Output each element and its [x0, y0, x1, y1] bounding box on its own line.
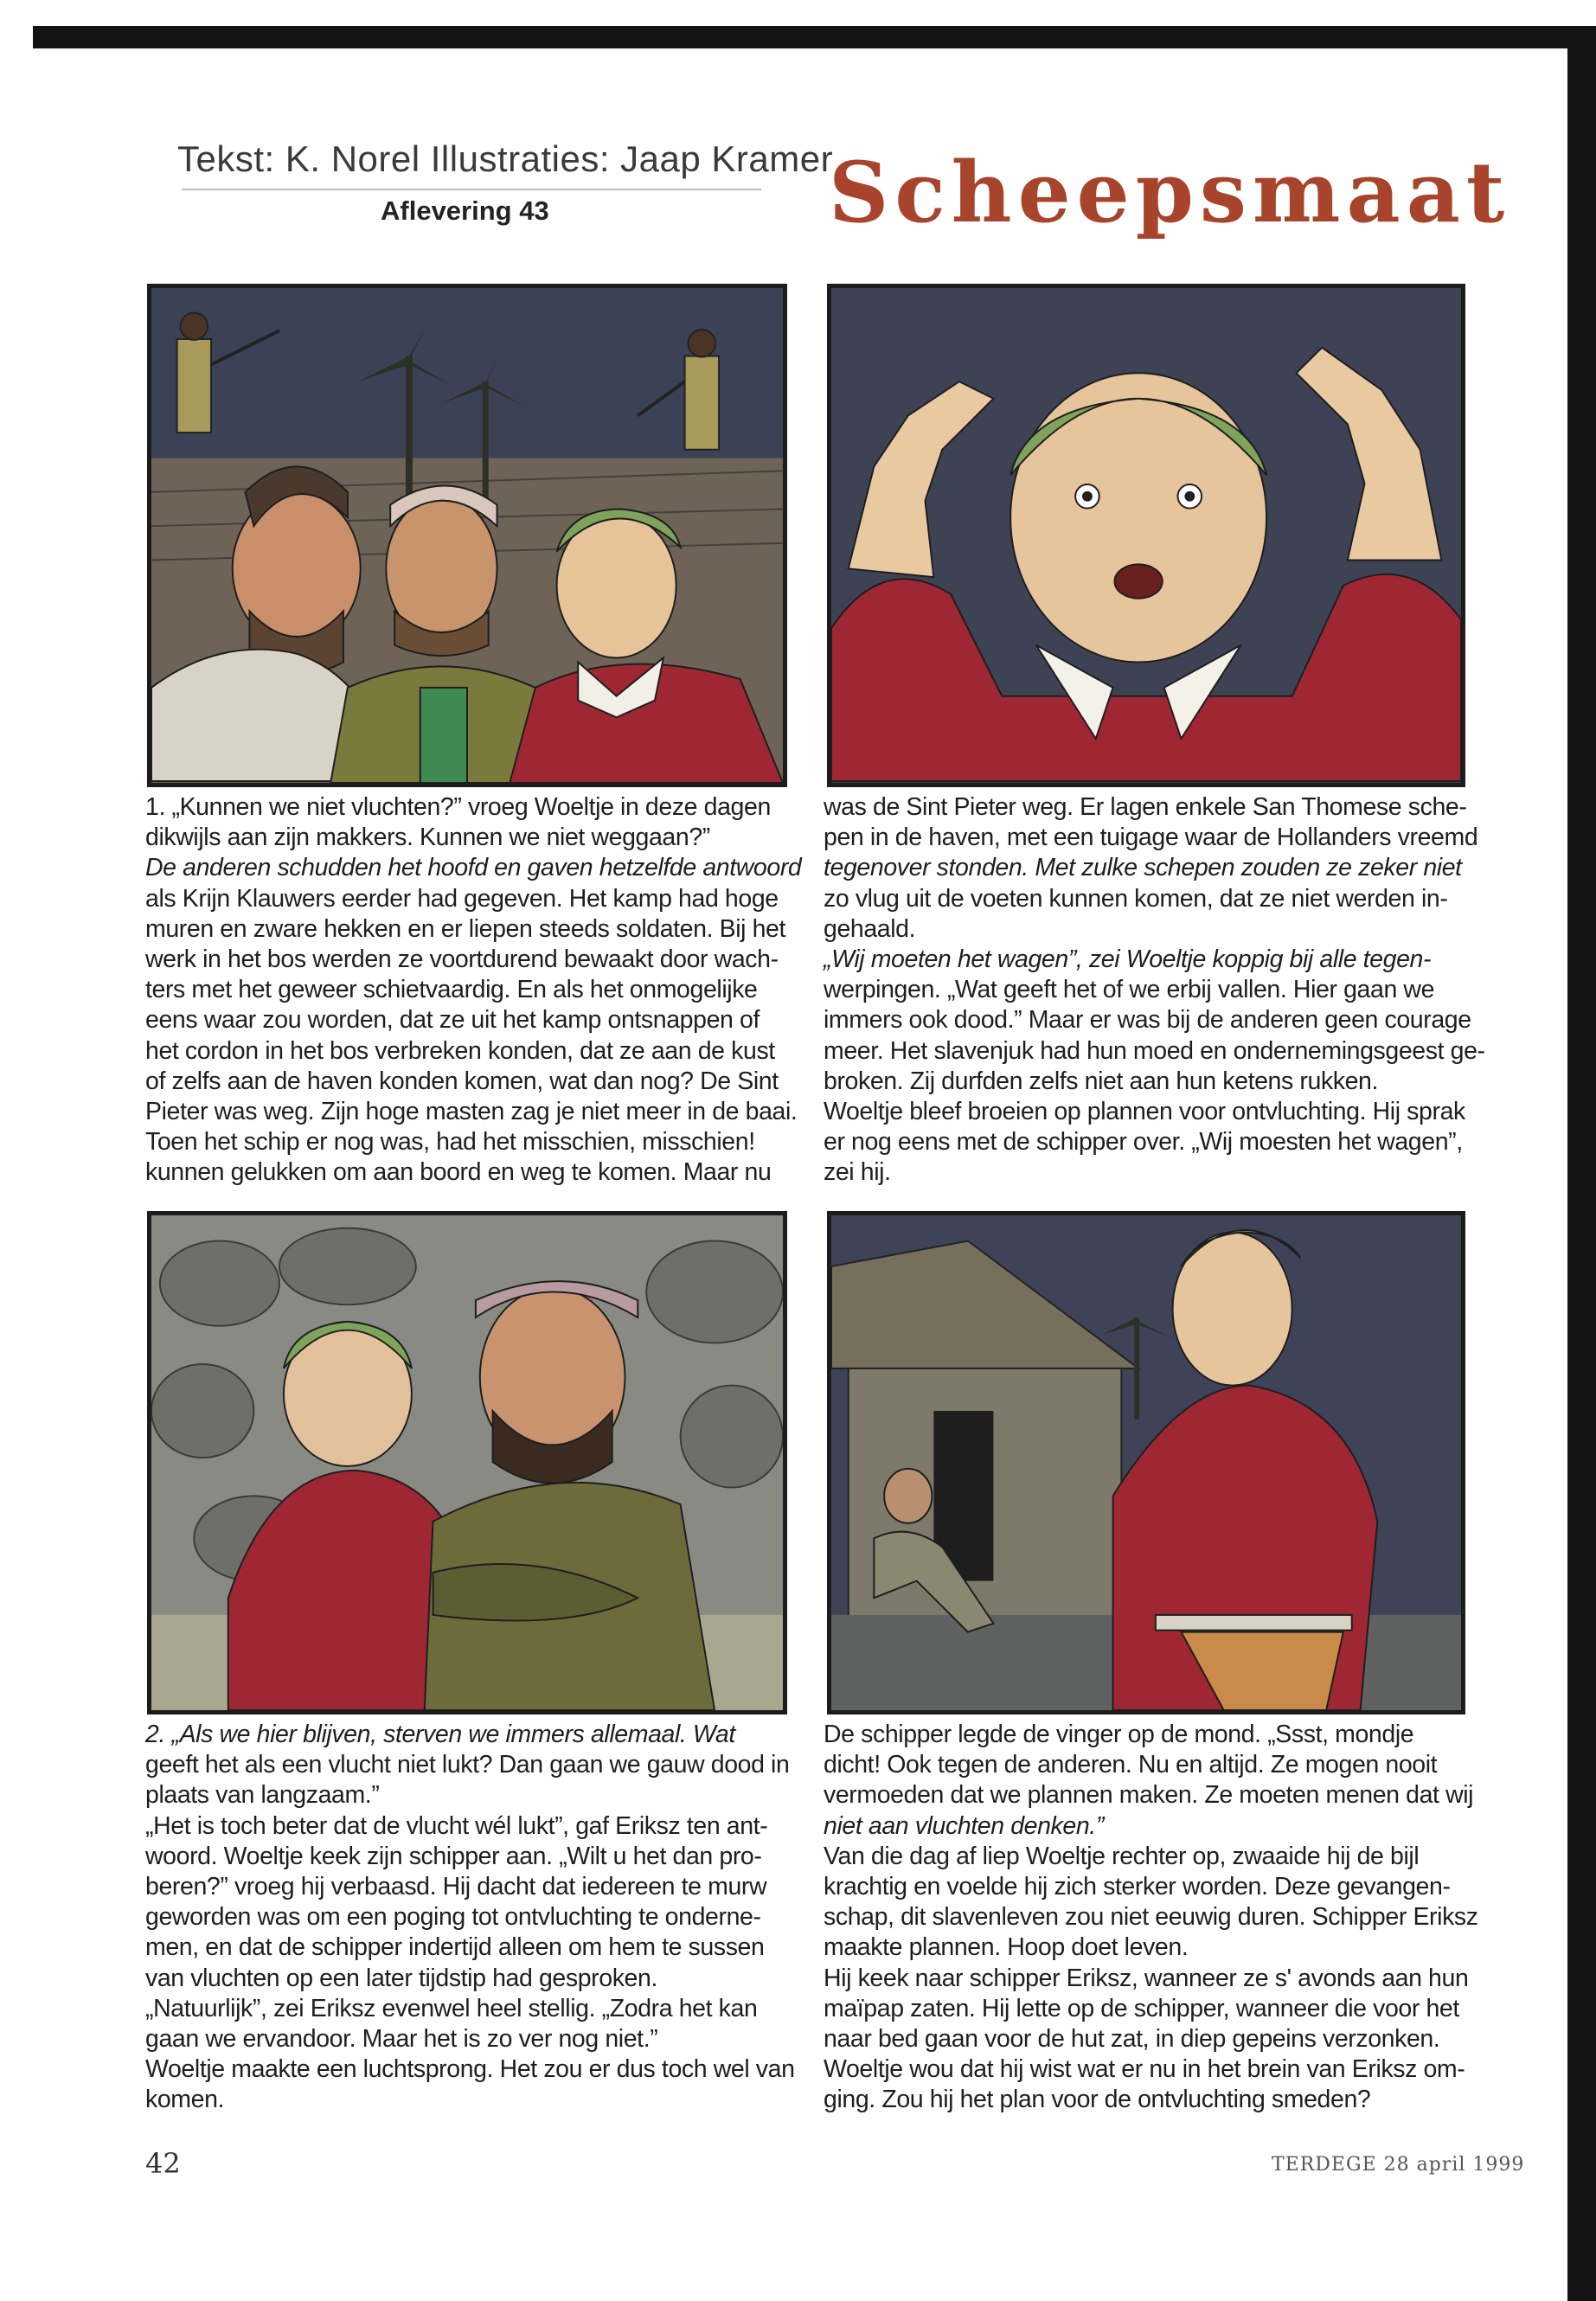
- text-line: beren?” vroeg hij verbaasd. Hij dacht dat iedereen te murw: [145, 1873, 767, 1901]
- page-number: 42: [145, 2147, 181, 2180]
- text-line: was de Sint Pieter weg. Er lagen enkele San Thomese sche-: [824, 793, 1467, 821]
- text-line: dikwijls aan zijn makkers. Kunnen we niet weggaan?”: [145, 824, 710, 852]
- text-line: gaan we ervandoor. Maar het is zo ver nog niet.”: [145, 2025, 658, 2054]
- text-line: eens waar zou worden, dat ze uit het kamp ontsnappen of: [145, 1006, 760, 1035]
- text-line: werpingen. „Wat geeft het of we erbij vallen. Hier gaan we: [824, 976, 1435, 1004]
- text-line: „Wij moeten het wagen”, zei Woeltje koppig bij alle tegen-: [824, 945, 1432, 974]
- episode-label: Aflevering 43: [381, 195, 549, 226]
- text-line: ters met het geweer schietvaardig. En als het onmogelijke: [145, 976, 758, 1004]
- text-line: werk in het bos werden ze voortdurend bewaakt door wach-: [145, 945, 779, 974]
- text-line: kunnen gelukken om aan boord en weg te komen. Maar nu: [145, 1158, 772, 1187]
- text-line: 1. „Kunnen we niet vluchten?” vroeg Woeltje in deze dagen: [145, 793, 771, 821]
- text-line: Woeltje bleef broeien op plannen voor ontvluchting. Hij sprak: [824, 1098, 1465, 1126]
- text-line: woord. Woeltje keek zijn schipper aan. „Wilt u het dan pro-: [145, 1842, 762, 1870]
- text-line: Hij keek naar schipper Eriksz, wanneer ze s' avonds aan hun: [824, 1964, 1469, 1992]
- text-line: De anderen schudden het hoofd en gaven hetzelfde antwoord: [145, 854, 802, 882]
- text-column-1-top: [145, 792, 801, 1189]
- text-line: ging. Zou hij het plan voor de ontvluchting smeden?: [824, 2086, 1371, 2114]
- text-line: men, en dat de schipper indertijd alleen om hem te sussen: [145, 1933, 765, 1962]
- illustration-prisoners-night-icon: [151, 288, 783, 783]
- text-line: geeft het als een vlucht niet lukt? Dan gaan we gauw dood in: [145, 1751, 790, 1779]
- text-line: „Het is toch beter dat de vlucht wél lukt”, gaf Eriksz ten ant-: [145, 1811, 768, 1840]
- illustration-woeltje-and-skipper-icon: [151, 1215, 783, 1710]
- text-line: als Krijn Klauwers eerder had gegeven. Het kamp had hoge: [145, 884, 779, 913]
- text-line: immers ook dood.” Maar er was bij de anderen geen courage: [824, 1006, 1471, 1035]
- illustration-woeltje-hands-raised-icon: [831, 288, 1461, 783]
- credits-divider: [182, 189, 761, 190]
- top-border-bar: [33, 26, 1596, 48]
- text-line: Woeltje maakte een luchtsprong. Het zou er dus toch wel van: [145, 2055, 795, 2084]
- text-line: vermoeden dat we plannen maken. Ze moeten menen dat wij: [824, 1781, 1474, 1810]
- text-column-2-bottom: [824, 1720, 1478, 2116]
- text-column-1-bottom: [145, 1720, 795, 2116]
- text-line: zei hij.: [824, 1158, 891, 1187]
- text-line: niet aan vluchten denken.”: [824, 1811, 1104, 1840]
- text-line: muren en zware hekken en er liepen steeds soldaten. Bij het: [145, 914, 786, 943]
- text-line: pen in de haven, met een tuigage waar de Hollanders vreemd: [824, 824, 1478, 852]
- text-line: zo vlug uit de voeten kunnen komen, dat ze niet werden in-: [824, 884, 1448, 913]
- panel-3-woeltje-and-skipper: [147, 1211, 787, 1715]
- text-line: er nog eens met de schipper over. „Wij moesten het wagen”,: [824, 1128, 1463, 1157]
- text-line: het cordon in het bos verbreken konden, dat ze aan de kust: [145, 1036, 775, 1065]
- text-line: naar bed gaan voor de hut zat, in diep gepeins verzonken.: [824, 2025, 1440, 2054]
- text-line: dicht! Ook tegen de anderen. Nu en altijd. Ze mogen nooit: [824, 1751, 1438, 1779]
- panel-4-woeltje-at-hut: [827, 1211, 1465, 1715]
- text-line: komen.: [145, 2086, 225, 2114]
- text-line: meer. Het slavenjuk had hun moed en ondernemingsgeest ge-: [824, 1036, 1485, 1065]
- text-line: „Natuurlijk”, zei Eriksz evenwel heel stellig. „Zodra het kan: [145, 1994, 758, 2022]
- text-line: Woeltje wou dat hij wist wat er nu in het brein van Eriksz om-: [824, 2055, 1465, 2084]
- text-line: gehaald.: [824, 914, 916, 943]
- text-line: maakte plannen. Hoop doet leven.: [824, 1933, 1189, 1962]
- story-title: Scheepsmaat: [829, 144, 1511, 241]
- publication-footer: TERDEGE 28 april 1999: [1272, 2154, 1525, 2176]
- text-column-2-top: [824, 792, 1485, 1189]
- text-line: krachtig en voelde hij zich sterker worden. Deze gevangen-: [824, 1873, 1451, 1901]
- text-line: maïpap zaten. Hij lette op de schipper, wanneer die voor het: [824, 1994, 1459, 2022]
- right-border-bar: [1567, 26, 1596, 2301]
- text-line: 2. „Als we hier blijven, sterven we immers allemaal. Wat: [145, 1721, 735, 1748]
- panel-1-prisoners-night: [147, 284, 787, 787]
- panel-2-woeltje-hands-raised: [827, 284, 1465, 787]
- text-line: van vluchten op een later tijdstip had gesproken.: [145, 1964, 657, 1992]
- text-line: De schipper legde de vinger op de mond. „Ssst, mondje: [824, 1721, 1414, 1748]
- text-line: plaats van langzaam.”: [145, 1781, 380, 1810]
- text-line: tegenover stonden. Met zulke schepen zouden ze zeker niet: [824, 854, 1462, 882]
- text-line: broken. Zij durfden zelfs niet aan hun ketens rukken.: [824, 1067, 1379, 1095]
- credits-line: Tekst: K. Norel Illustraties: Jaap Kramer: [177, 138, 834, 179]
- text-line: geworden was om een poging tot ontvluchting te onderne-: [145, 1903, 761, 1932]
- text-line: schap, dit slavenleven zou niet eeuwig duren. Schipper Eriksz: [824, 1903, 1478, 1932]
- text-line: Pieter was weg. Zijn hoge masten zag je niet meer in de baai.: [145, 1098, 798, 1126]
- illustration-woeltje-at-hut-icon: [831, 1215, 1461, 1710]
- text-line: Toen het schip er nog was, had het misschien, misschien!: [145, 1128, 755, 1157]
- text-line: Van die dag af liep Woeltje rechter op, zwaaide hij de bijl: [824, 1842, 1420, 1870]
- text-line: of zelfs aan de haven konden komen, wat dan nog? De Sint: [145, 1067, 779, 1095]
